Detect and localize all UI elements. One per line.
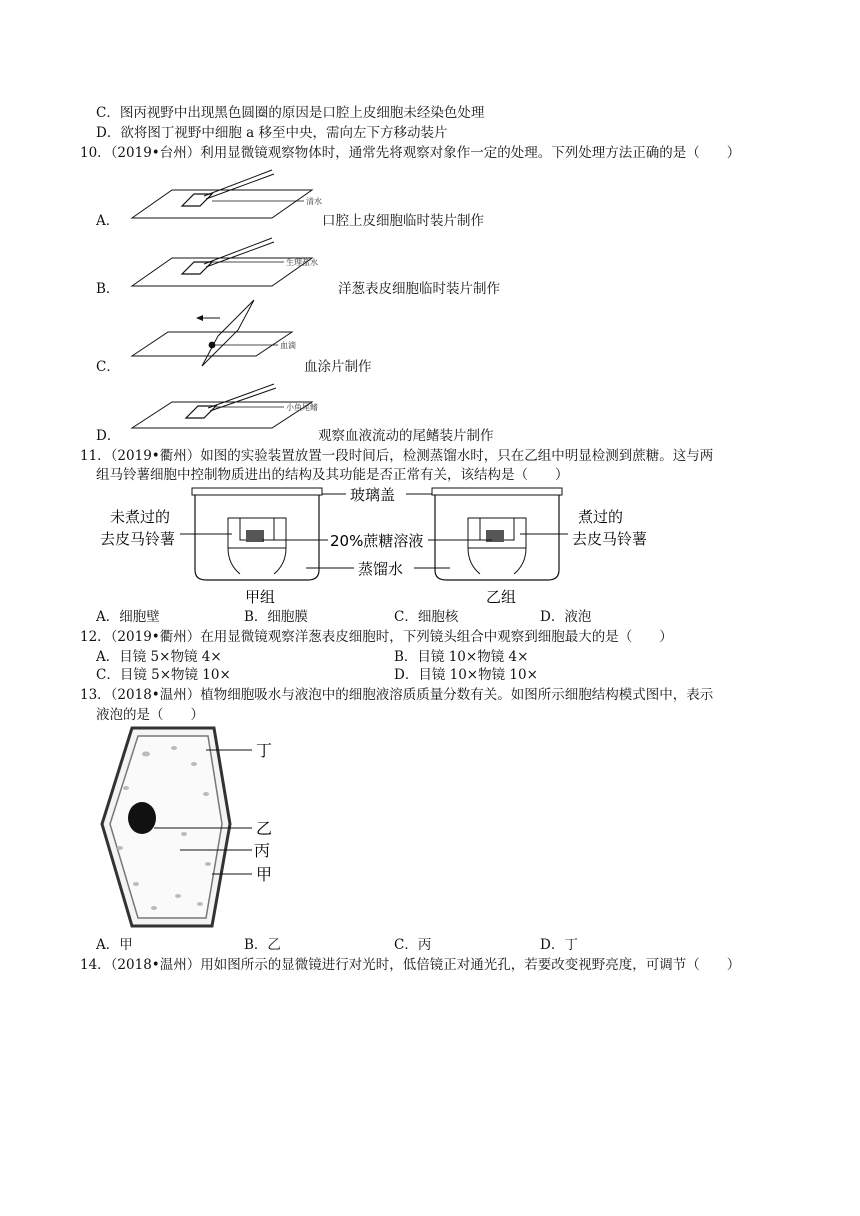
group-b-label: 乙组 [486,588,517,606]
label-yi: 乙 [256,819,273,838]
q13-stem-line2: 液泡的是（ ） [96,707,204,723]
water-label: 清水 [306,197,322,206]
q13-option-a: A．甲 [96,937,133,953]
q12-option-c: C．目镜 5×物镜 10× [96,667,231,683]
label-bing: 丙 [254,841,271,860]
q13-option-b: B．乙 [244,937,281,953]
q10-option-c-letter: C． [96,359,120,375]
group-a-label: 甲组 [245,588,276,606]
label-ding: 丁 [256,741,273,760]
q12-option-d: D．目镜 10×物镜 10× [394,667,538,683]
q13-option-d: D．丁 [540,937,578,953]
q9-option-c: C．图丙视野中出现黑色圆圈的原因是口腔上皮细胞未经染色处理 [96,105,485,121]
q12-stem: 12．（2019•衢州）在用显微镜观察洋葱表皮细胞时，下列镜头组合中观察到细胞最大的是（ ） [80,629,673,645]
slide-figure-d [112,382,352,432]
q10-option-b-letter: B． [96,281,120,297]
cooked-label-1: 煮过的 [578,508,624,526]
q13-stem-line1: 13．（2018•温州）植物细胞吸水与液泡中的细胞液溶质质量分数有关。如图所示细胞结构模式图中，表示 [80,687,714,703]
q9-option-d: D．欲将图丁视野中细胞 a 移至中央，需向左下方移动装片 [96,125,448,141]
slide-figure-c [112,298,332,370]
blood-drop-label: 血滴 [280,341,296,350]
q11-option-a: A．细胞壁 [96,609,160,625]
q10-option-a-caption: 口腔上皮细胞临时装片制作 [322,213,484,229]
q11-option-b: B．细胞膜 [244,609,308,625]
cooked-label-2: 去皮马铃薯 [572,530,648,548]
uncooked-label-2: 去皮马铃薯 [100,530,176,548]
q10-stem: 10．（2019•台州）利用显微镜观察物体时，通常先将观察对象作一定的处理。下列处理方法正确的是（ ） [80,145,741,161]
q11-stem-line1: 11．（2019•衢州）如图的实验装置放置一段时间后，检测蒸馏水时，只在乙组中明显检测到蔗糖。这与两 [80,448,714,464]
q14-stem: 14．（2018•温州）用如图所示的显微镜进行对光时，低倍镜正对通光孔，若要改变视野亮度，可调节（ ） [80,957,741,973]
slide-figure-a [112,166,332,224]
sucrose-label: 20%蔗糖溶液 [330,532,424,550]
q12-option-a: A．目镜 5×物镜 4× [96,649,222,665]
glass-lid-label: 玻璃盖 [350,486,396,504]
uncooked-label-1: 未煮过的 [110,508,171,526]
q11-option-d: D．液泡 [540,609,592,625]
slide-figure-b [112,236,352,292]
q10-option-c-caption: 血涂片制作 [304,359,372,375]
q10-option-a-letter: A． [96,213,120,229]
water-label: 蒸馏水 [358,560,404,578]
q11-option-c: C．细胞核 [394,609,459,625]
q10-option-d-letter: D． [96,428,121,444]
fish-tail-label: 小鱼尾鳍 [286,403,318,412]
q10-option-b-caption: 洋葱表皮细胞临时装片制作 [338,281,500,297]
q13-option-c: C．丙 [394,937,432,953]
saline-label: 生理盐水 [286,258,318,267]
q11-stem-line2: 组马铃薯细胞中控制物质进出的结构及其功能是否正常有关，该结构是（ ） [96,467,569,483]
label-jia: 甲 [256,865,273,884]
q12-option-b: B．目镜 10×物镜 4× [394,649,529,665]
plant-cell-figure [96,724,296,934]
q10-option-d-caption: 观察血液流动的尾鳍装片制作 [318,428,494,444]
potato-experiment-figure [100,482,660,608]
